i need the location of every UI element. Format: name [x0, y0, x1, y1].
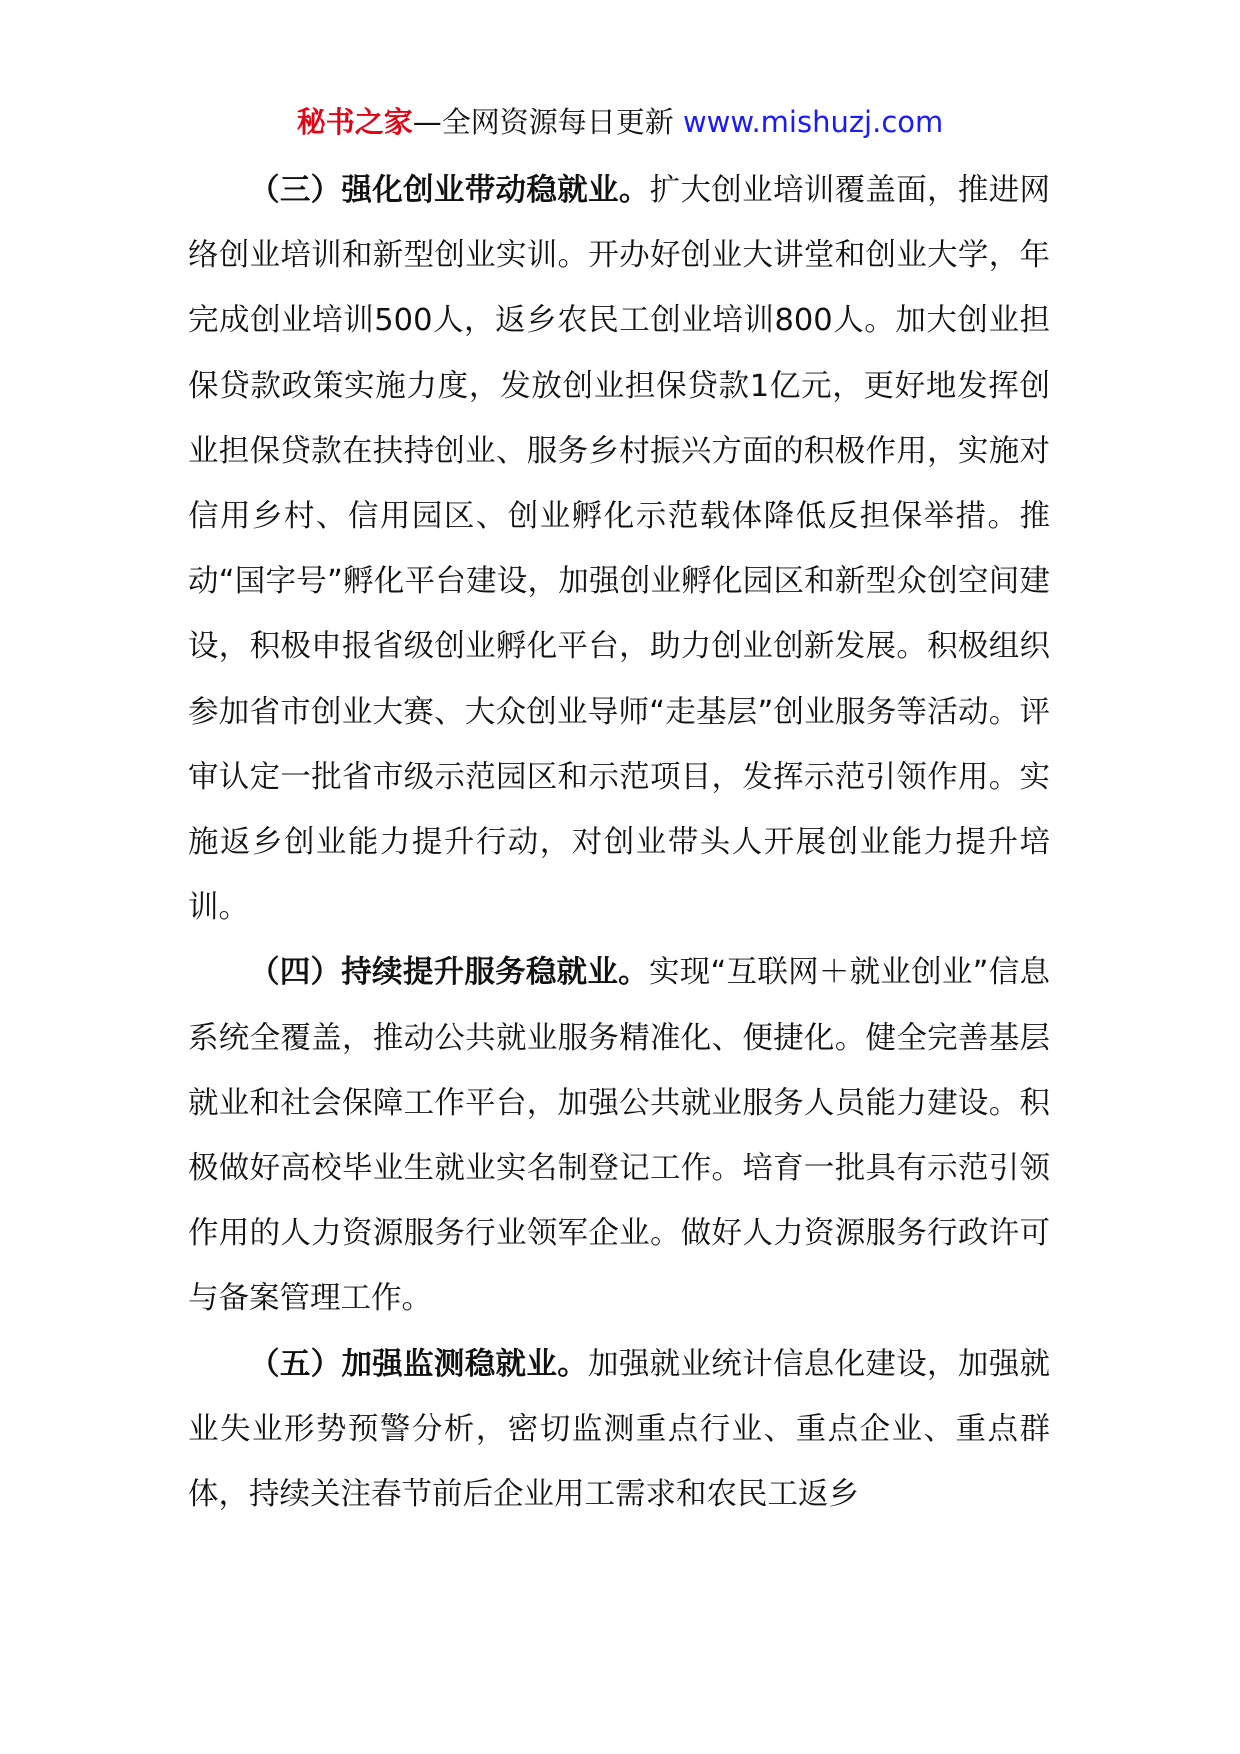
header-url-link[interactable]: www.mishuzj.com: [682, 105, 944, 139]
header-brand: 秘书之家: [296, 105, 413, 139]
paragraph-text: 扩大创业培训覆盖面，推进网络创业培训和新型创业实训。开办好创业大讲堂和创业大学，年完成创业培训500人，返乡农民工创业培训800人。加大创业担保贷款政策实施力度，发放创业担保贷款1亿元，更好地发挥创业担保贷款在扶持创业、服务乡村振兴方面的积极作用，实施对信用乡村、信用园区、创业孵化示范载体降低反担保举措。推动“国字号”孵化平台建设，加强创业孵化园区和新型众创空间建设，积极申报省级创业孵化平台，助力创业创新发展。积极组织参加省市创业大赛、大众创业导师“走基层”创业服务等活动。评审认定一批省市级示范园区和示范项目，发挥示范引领作用。实施返乡创业能力提升行动，对创业带头人开展创业能力提升培训。: [188, 173, 1051, 926]
document-body: [188, 158, 1050, 1527]
paragraph-3: [188, 158, 1050, 940]
paragraph-text: 实现“互联网＋就业创业”信息系统全覆盖，推动公共就业服务精准化、便捷化。健全完善基层就业和社会保障工作平台，加强公共就业服务人员能力建设。积极做好高校毕业生就业实名制登记工作。培育一批具有示范引领作用的人力资源服务行业领军企业。做好人力资源服务行政许可与备案管理工作。: [188, 955, 1050, 1317]
paragraph-heading: （五）加强监测稳就业。: [249, 1346, 589, 1382]
paragraph-5: [188, 1332, 1050, 1528]
header-tagline: —全网资源每日更新: [412, 105, 683, 139]
paragraph-heading: （三）强化创业带动稳就业。: [249, 173, 650, 208]
paragraph-text: 加强就业统计信息化建设，加强就业失业形势预警分析，密切监测重点行业、重点企业、重点群体，持续关注春节前后企业用工需求和农民工返乡: [188, 1346, 1051, 1513]
paragraph-heading: （四）持续提升服务稳就业。: [249, 955, 649, 991]
page-header: [0, 102, 1240, 142]
paragraph-4: [188, 940, 1050, 1331]
